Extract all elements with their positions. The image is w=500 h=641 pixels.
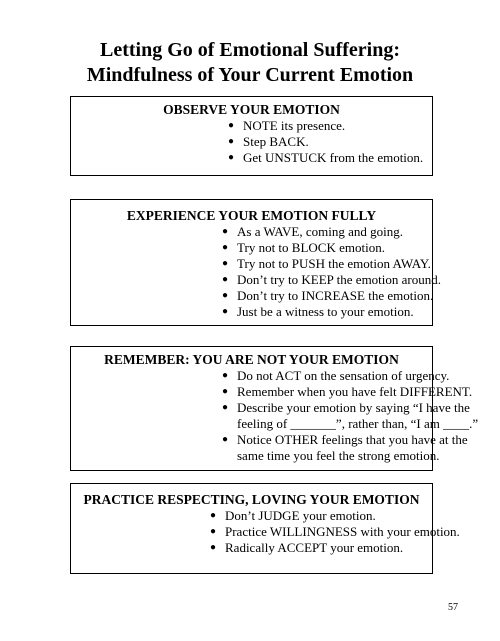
bullet-icon: ●	[222, 306, 229, 317]
bullet-list	[224, 118, 432, 166]
list-item-text: Just be a witness to your emotion.	[237, 304, 414, 319]
title-line-1: Letting Go of Emotional Suffering:	[100, 39, 400, 61]
page-number: 57	[448, 602, 458, 613]
list-item	[218, 272, 442, 288]
section-heading: OBSERVE YOUR EMOTION	[163, 102, 340, 117]
section-heading: EXPERIENCE YOUR EMOTION FULLY	[126, 208, 377, 223]
list-item-text: As a WAVE, coming and going.	[237, 224, 403, 239]
title-line-2: Mindfulness of Your Current Emotion	[86, 64, 414, 86]
list-item-text: Don’t try to INCREASE the emotion.	[237, 288, 434, 303]
list-item-text: Practice WILLINGNESS with your emotion.	[225, 524, 460, 539]
list-item-text: Radically ACCEPT your emotion.	[225, 540, 404, 555]
section-heading: REMEMBER: YOU ARE NOT YOUR EMOTION	[104, 352, 399, 367]
list-item-text: same time you feel the strong emotion.	[237, 448, 440, 463]
list-item	[218, 224, 432, 240]
list-item	[218, 240, 432, 256]
list-item-text: Step BACK.	[243, 134, 309, 149]
bullet-list	[218, 224, 442, 320]
list-item	[218, 368, 450, 384]
bullet-list	[218, 368, 479, 464]
bullet-list	[206, 508, 460, 556]
list-item-text: Get UNSTUCK from the emotion.	[243, 150, 424, 165]
list-item	[206, 524, 460, 540]
list-item	[218, 384, 473, 400]
list-item-text: Remember when you have felt DIFFERENT.	[237, 384, 473, 399]
page-title	[0, 38, 500, 88]
list-item-continuation	[218, 448, 440, 464]
bullet-icon: ●	[222, 386, 229, 397]
bullet-icon: ●	[222, 226, 229, 237]
list-item-text: Don’t JUDGE your emotion.	[225, 508, 376, 523]
bullet-icon: ●	[222, 274, 229, 285]
bullet-icon: ●	[222, 242, 229, 253]
section-heading: PRACTICE RESPECTING, LOVING YOUR EMOTION	[83, 492, 420, 507]
list-item-continuation	[218, 416, 479, 432]
section-practice-respecting-loving-your-emotion	[70, 483, 460, 574]
bullet-icon: ●	[228, 136, 235, 147]
list-item-text: Do not ACT on the sensation of urgency.	[237, 368, 450, 383]
list-item-text: Describe your emotion by saying “I have the	[237, 400, 470, 415]
bullet-icon: ●	[222, 258, 229, 269]
list-item	[218, 400, 470, 416]
section-remember-you-are-not-your-emotion	[70, 346, 479, 471]
list-item-text: NOTE its presence.	[243, 118, 346, 133]
list-item	[224, 118, 432, 134]
list-item-text: Don’t try to KEEP the emotion around.	[237, 272, 442, 287]
bullet-icon: ●	[228, 120, 235, 131]
bullet-icon: ●	[210, 526, 217, 537]
list-item	[224, 134, 432, 150]
bullet-icon: ●	[222, 290, 229, 301]
list-item	[218, 288, 432, 304]
list-item-text: Try not to BLOCK emotion.	[237, 240, 385, 255]
list-item-text: Try not to PUSH the emotion AWAY.	[237, 256, 431, 271]
list-item	[206, 508, 432, 524]
list-item	[224, 150, 432, 166]
list-item	[218, 304, 432, 320]
bullet-icon: ●	[222, 402, 229, 413]
list-item	[206, 540, 432, 556]
list-item-text: Notice OTHER feelings that you have at the	[237, 432, 468, 447]
bullet-icon: ●	[210, 542, 217, 553]
list-item-text: feeling of _______”, rather than, “I am ____.”	[237, 416, 479, 431]
bullet-icon: ●	[222, 370, 229, 381]
bullet-icon: ●	[228, 152, 235, 163]
list-item	[218, 432, 468, 448]
section-observe-your-emotion	[70, 96, 433, 176]
list-item	[218, 256, 432, 272]
bullet-icon: ●	[210, 510, 217, 521]
bullet-icon: ●	[222, 434, 229, 445]
section-experience-your-emotion-fully	[70, 199, 442, 326]
